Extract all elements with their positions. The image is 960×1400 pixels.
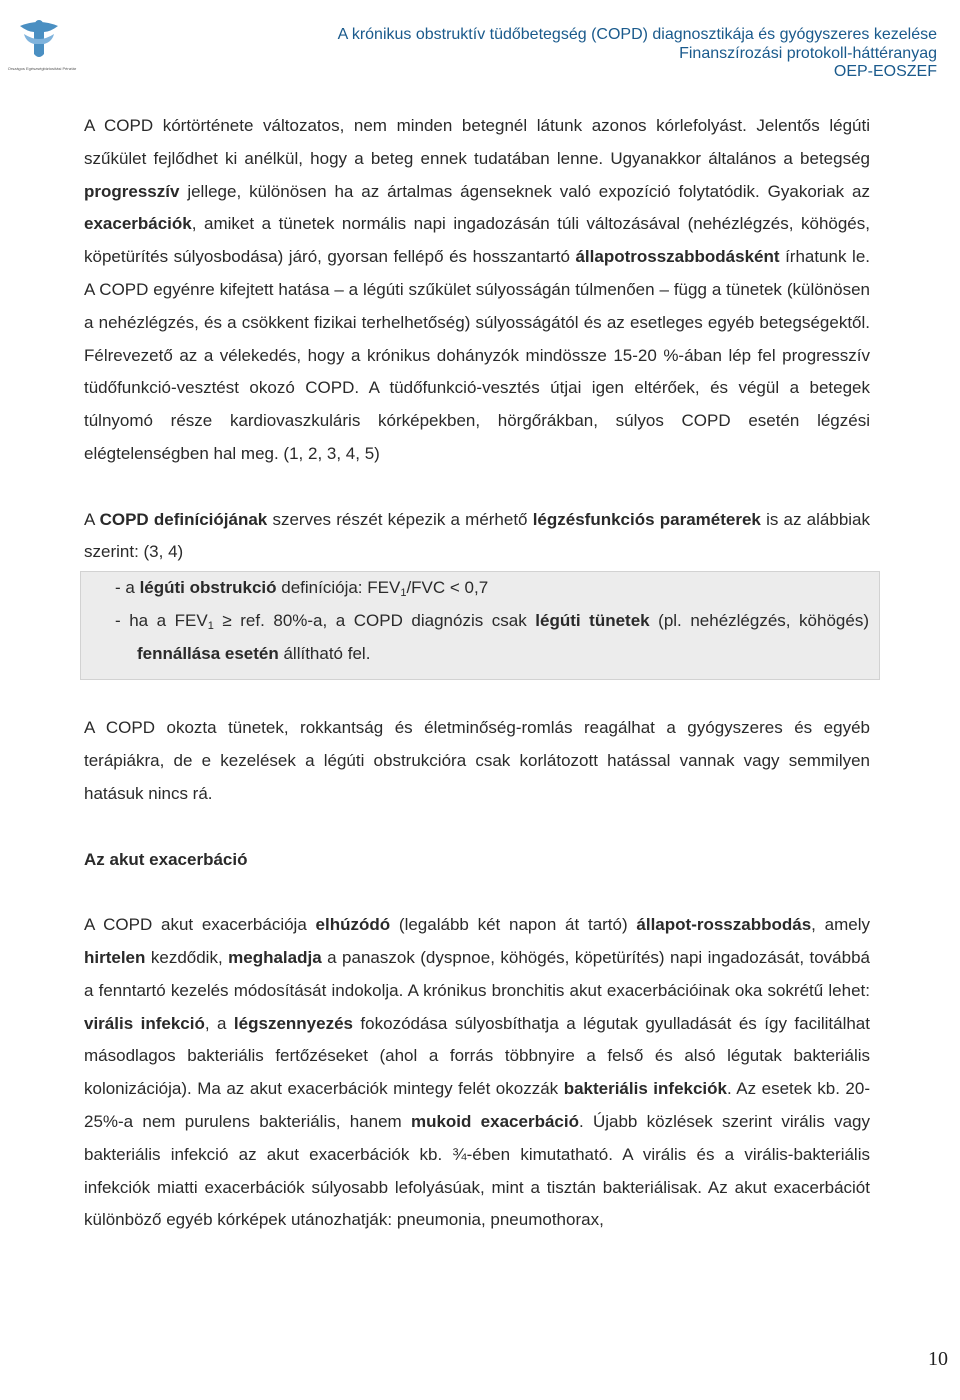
logo <box>6 14 77 76</box>
paragraph-copd-history: A COPD kórtörténete változatos, nem minden betegnél látunk azonos kórlefolyást. Jelentős légúti szűkület fejlődhet ki anélkül, hogy a beteg ennek tudatában lenne. Ugyanakkor általános a betegség progresszív jellege, különösen ha az ártalmas ágenseknek való expozíció folytatódik. Gyakoriak az exacerbációk, amiket a tünetek normális napi ingadozásán túli változásával (nehézlégzés, köhögés, köpetürítés súlyosbodása) járó, gyorsan fellépő és hosszantartó állapotrosszabbodásként írhatunk le. A COPD egyénre kifejtett hatása – a légúti szűkület súlyosságán túlmenően – függ a tünetek (különösen a nehézlégzés, és a csökkent fizikai terhelhetőség) súlyosságától és az esetleges egyéb betegségektől. Félrevezető az a vélekedés, hogy a krónikus dohányzók mindössze 15-20 %-ában lép fel progresszív tüdőfunkció-vesztést okozó COPD. A tüdőfunkció-vesztés útjai igen eltérőek, és végül a betegek túlnyomó része kardiovaszkuláris kórképekben, hörgőrákban, súlyos COPD esetén légzési elégtelenségben hal meg. (1, 2, 3, 4, 5) <box>84 116 870 463</box>
paragraph-copd-definition: A COPD definíciójának szerves részét képezik a mérhető légzésfunkciós paraméterek is az alábbiak szerint: (3, 4) <box>84 509 871 562</box>
header-title: A krónikus obstruktív tüdőbetegség (COPD) diagnosztikája és gyógyszeres kezelése <box>337 26 937 43</box>
definition-item: - ha a $FEV_1$ ≥ ref. 80%-a, a COPD diagnózis csak légúti tünetek (pl. nehézlégzés, köhögés) fennállása esetén állítható fel. <box>115 610 869 663</box>
header-subtitle: Finanszírozási protokoll-háttéranyag <box>679 44 937 62</box>
document-header <box>338 26 937 82</box>
paragraph-treatment: A COPD okozta tünetek, rokkantság és életminőség-romlás reagálhat a gyógyszeres és egyéb terápiákra, de e kezelések a légúti obstrukcióra csak korlátozott hatással vannak vagy semmilyen hatásuk nincs rá. <box>84 718 870 803</box>
page-number: 10 <box>928 1348 948 1370</box>
definition-item: - a légúti obstrukció definíciója: $FEV_1$/FVC < 0,7 <box>115 578 489 600</box>
definition-box <box>80 571 880 679</box>
paragraph-acute-exacerbation: A COPD akut exacerbációja elhúzódó (legalább két napon át tartó) állapot-rosszabbodás, amely hirtelen kezdődik, meghaladja a panaszok (dyspnoe, köhögés, köpetürítés) napi ingadozását, továbbá a fenntartó kezelés módosítását indokolja. A krónikus bronchitis akut exacerbációinak oka sokrétű lehet: virális infekció, a légszennyezés fokozódása súlyosbíthatja a légutak gyulladását és így facilitálhat másodlagos bakteriális fertőzéseket (ahol a forrás többnyire a felső és alsó légutak bakteriális kolonizációja). Ma az akut exacerbációk mintegy felét okozzák bakteriális infekciók. Az esetek kb. 20-25%-a nem purulens bakteriális, hanem mukoid exacerbáció. Újabb közlések szerint virális vagy bakteriális infekció az akut exacerbációk kb. ¾-ében kimutatható. A virális és a virális-bakteriális infekciók miatti exacerbációk súlyosabb lefolyásúak, mint a tisztán bakteriálisak. Az akut exacerbációt különböző egyéb kórképek utánozhatják: pneumonia, pneumothorax, <box>84 915 870 1230</box>
header-org: OEP-EOSZEF <box>833 63 937 80</box>
logo-text: Országos Egészségbiztosítási Pénztár <box>7 66 77 71</box>
main-content <box>84 110 870 1237</box>
oep-logo-icon <box>6 14 72 66</box>
section-heading: Az akut exacerbáció <box>84 849 248 869</box>
